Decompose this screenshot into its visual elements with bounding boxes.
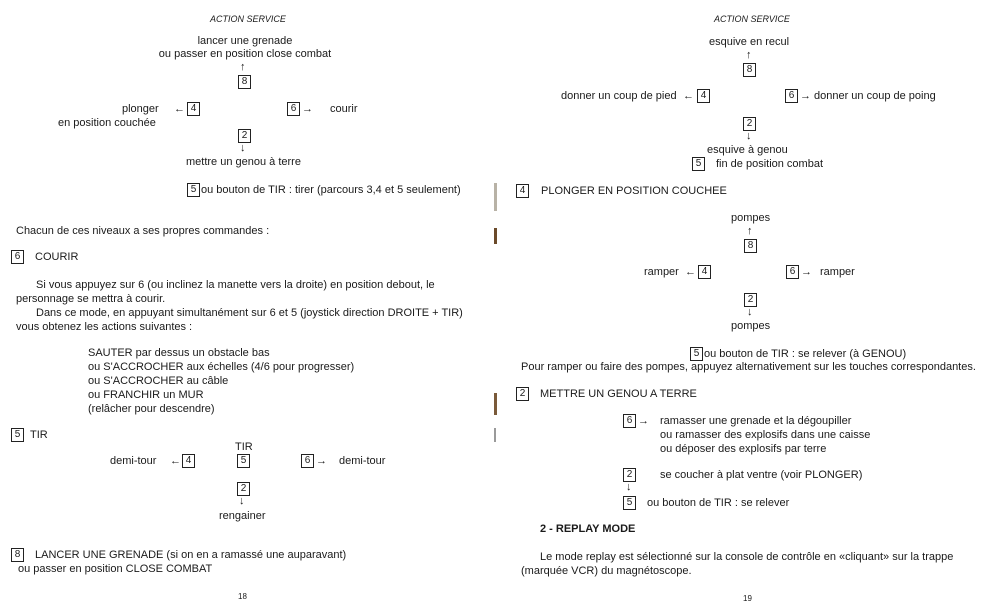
arrow-down-icon: ↓ — [626, 481, 632, 493]
tir-left-action: demi-tour — [110, 455, 157, 467]
binding-mark — [494, 228, 497, 244]
section-title-genou: METTRE UN GENOU A TERRE — [540, 388, 697, 400]
key-5: 5 — [623, 496, 636, 510]
section-key-4: 4 — [516, 184, 529, 198]
arrow-down-icon: ↓ — [747, 306, 753, 318]
courir-paragraph1-line1: Si vous appuyez sur 6 (ou inclinez la manette vers la droite) en position debout, le — [36, 279, 435, 291]
intro-text: Chacun de ces niveaux a ses propres commandes : — [16, 225, 270, 237]
down-action: esquive à genou — [707, 144, 788, 156]
key-4: 4 — [187, 102, 200, 116]
genou-action-5: ou bouton de TIR : se relever — [647, 497, 790, 509]
key-6: 6 — [623, 414, 636, 428]
section-title-tir: TIR — [30, 429, 48, 441]
key-6: 6 — [785, 89, 798, 103]
courir-list-item: (relâcher pour descendre) — [88, 403, 215, 415]
courir-list-item: ou FRANCHIR un MUR — [88, 389, 204, 401]
key-6: 6 — [287, 102, 300, 116]
lancer-line1: LANCER UNE GRENADE (si on en a ramassé une auparavant) — [35, 549, 347, 561]
page-number: 18 — [238, 592, 247, 601]
key-4: 4 — [182, 454, 195, 468]
key-2: 2 — [743, 117, 756, 131]
tir-right-action: demi-tour — [339, 455, 386, 467]
page-number: 19 — [743, 594, 752, 603]
arrow-down-icon: ↓ — [240, 142, 246, 154]
arrow-down-icon: ↓ — [239, 495, 245, 507]
page-header: ACTION SERVICE — [210, 14, 286, 24]
right-action: ramper — [820, 266, 855, 278]
key-5: 5 — [187, 183, 200, 197]
courir-paragraph2-line2: vous obtenez les actions suivantes : — [16, 321, 193, 333]
courir-paragraph1-line2: personnage se mettra à courir. — [16, 293, 166, 305]
key-6: 6 — [786, 265, 799, 279]
left-action: ramper — [644, 266, 679, 278]
replay-line2: (marquée VCR) du magnétoscope. — [521, 565, 692, 577]
arrow-right-icon: → — [316, 455, 327, 467]
key-4: 4 — [697, 89, 710, 103]
key-8: 8 — [238, 75, 251, 89]
key-2: 2 — [623, 468, 636, 482]
fire-action: ou bouton de TIR : tirer (parcours 3,4 et 5 seulement) — [201, 184, 461, 196]
key-8: 8 — [743, 63, 756, 77]
page-header: ACTION SERVICE — [714, 14, 790, 24]
binding-mark — [494, 393, 497, 415]
right-action: donner un coup de poing — [814, 90, 936, 102]
left-action: donner un coup de pied — [561, 90, 677, 102]
arrow-left-icon: ← — [170, 455, 181, 467]
right-action: courir — [330, 103, 358, 115]
left-action-line2: en position couchée — [58, 117, 156, 129]
section-key-6: 6 — [11, 250, 24, 264]
key-4: 4 — [698, 265, 711, 279]
key-5: 5 — [690, 347, 703, 361]
arrow-left-icon: ← — [685, 266, 696, 278]
replay-line1: Le mode replay est sélectionné sur la console de contrôle en «cliquant» sur la trappe — [540, 551, 954, 563]
genou-action-2: se coucher à plat ventre (voir PLONGER) — [660, 469, 863, 481]
section-key-2: 2 — [516, 387, 529, 401]
courir-paragraph2-line1: Dans ce mode, en appuyant simultanément sur 6 et 5 (joystick direction DROITE + TIR) — [36, 307, 463, 319]
binding-mark — [494, 428, 496, 442]
key-6: 6 — [301, 454, 314, 468]
plonger-note: Pour ramper ou faire des pompes, appuyez alternativement sur les touches correspondantes. — [521, 361, 976, 373]
tir-down-action: rengainer — [219, 510, 266, 522]
arrow-left-icon: ← — [683, 90, 694, 102]
key-2: 2 — [238, 129, 251, 143]
genou-action-6: ramasser une grenade et la dégoupiller — [660, 415, 852, 427]
arrow-right-icon: → — [302, 103, 313, 115]
down-action: pompes — [731, 320, 771, 332]
tir-center-label: TIR — [235, 441, 253, 453]
courir-list-item: ou S'ACCROCHER aux échelles (4/6 pour progresser) — [88, 361, 355, 373]
courir-list-item: SAUTER par dessus un obstacle bas — [88, 347, 270, 359]
key-8: 8 — [744, 239, 757, 253]
up-action: esquive en recul — [709, 36, 790, 48]
down-action: mettre un genou à terre — [186, 156, 301, 168]
section-title-plonger: PLONGER EN POSITION COUCHEE — [541, 185, 727, 197]
arrow-up-icon: ↑ — [240, 61, 246, 73]
key-5: 5 — [692, 157, 705, 171]
section-title-replay: 2 - REPLAY MODE — [540, 523, 636, 535]
up-action-line2: ou passer en position close combat — [158, 48, 332, 60]
arrow-up-icon: ↑ — [747, 225, 753, 237]
section-title-courir: COURIR — [35, 251, 79, 263]
fire-action: fin de position combat — [716, 158, 824, 170]
courir-list-item: ou S'ACCROCHER au câble — [88, 375, 229, 387]
arrow-right-icon: → — [801, 266, 812, 278]
up-action: pompes — [731, 212, 771, 224]
fire-action: ou bouton de TIR : se relever (à GENOU) — [704, 348, 907, 360]
binding-mark — [494, 183, 497, 211]
genou-action-6: ou déposer des explosifs par terre — [660, 443, 827, 455]
arrow-up-icon: ↑ — [746, 49, 752, 61]
arrow-left-icon: ← — [174, 103, 185, 115]
arrow-right-icon: → — [800, 90, 811, 102]
key-2: 2 — [237, 482, 250, 496]
key-5: 5 — [237, 454, 250, 468]
lancer-line2: ou passer en position CLOSE COMBAT — [18, 563, 213, 575]
genou-action-6: ou ramasser des explosifs dans une caisse — [660, 429, 871, 441]
arrow-right-icon: → — [638, 415, 649, 427]
section-key-8: 8 — [11, 548, 24, 562]
up-action-line1: lancer une grenade — [197, 35, 293, 47]
arrow-down-icon: ↓ — [746, 130, 752, 142]
left-action-line1: plonger — [122, 103, 159, 115]
section-key-5: 5 — [11, 428, 24, 442]
key-2: 2 — [744, 293, 757, 307]
